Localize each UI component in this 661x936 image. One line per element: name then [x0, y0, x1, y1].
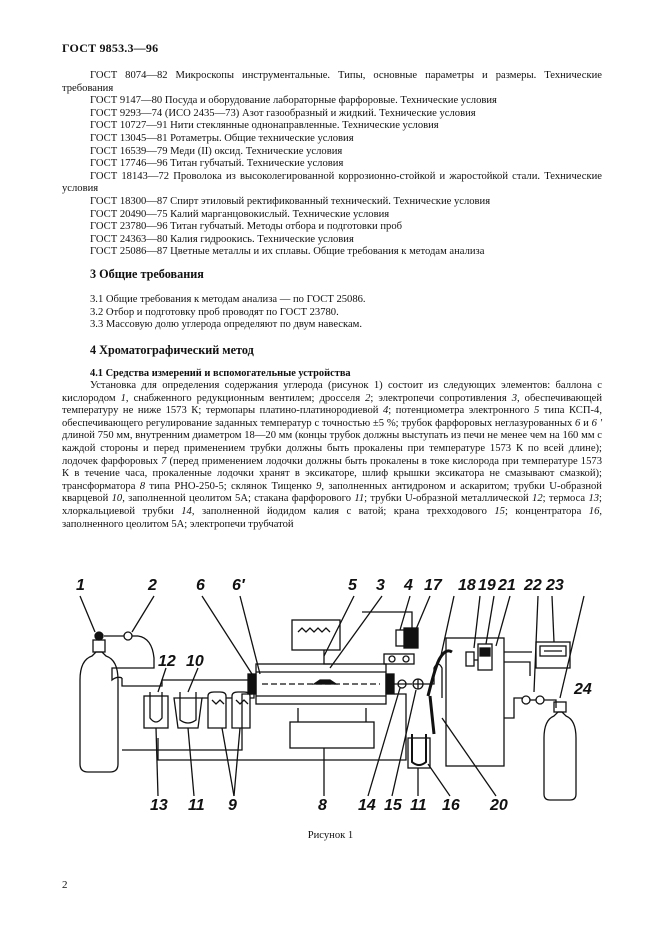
figure-label: 5	[348, 577, 357, 594]
recorder-23	[536, 596, 570, 668]
figure-label: 22	[524, 577, 542, 594]
figure-label: 9	[228, 797, 237, 814]
standard-item: ГОСТ 18300—87 Спирт этиловый ректификованный технический. Технические условия	[90, 195, 491, 207]
figure-label: 10	[186, 653, 204, 670]
concentrator-16	[408, 696, 450, 796]
figure-label: 14	[358, 797, 376, 814]
oxygen-cylinder-1	[80, 596, 118, 772]
standard-item: ГОСТ 20490—75 Калий марганцовокислый. Технические условия	[90, 208, 390, 220]
section-4-1-body	[62, 380, 602, 531]
figure-label: 11	[410, 797, 427, 814]
figure-1-diagram	[62, 568, 602, 818]
figure-label: 13	[150, 797, 168, 814]
nitrogen-cylinder-24	[544, 596, 584, 800]
tube-furnace-17	[362, 596, 430, 664]
standard-item: ГОСТ 10727—91 Нити стеклянные однонаправленные. Технические условия	[90, 120, 439, 132]
standard-item: ГОСТ 24363—80 Калия гидроокись. Технические условия	[90, 233, 354, 245]
figure-label: 6	[196, 577, 205, 594]
figure-label: 6′	[232, 577, 245, 594]
figure-label: 18	[458, 577, 476, 594]
standards-list	[62, 70, 602, 259]
tishchenko-bottles-9	[202, 692, 254, 796]
porcelain-beaker-11	[174, 668, 202, 796]
figure-label: 2	[148, 577, 157, 594]
chromatograph-18	[446, 638, 532, 766]
figure-label: 19	[478, 577, 496, 594]
standard-item: ГОСТ 8074—82 Микроскопы инструментальные. Типы, основные параметры и размеры. Технические требования	[62, 70, 602, 94]
section-4-title: 4 Хроматографический метод	[90, 343, 254, 357]
transformer-8	[290, 708, 374, 796]
thermos-13	[144, 668, 168, 796]
figure-label: 12	[158, 653, 176, 670]
standard-item: ГОСТ 16539—79 Меди (II) оксид. Технические условия	[90, 145, 343, 157]
requirement-item: 3.1 Общие требования к методам анализа — по ГОСТ 25086.	[90, 294, 366, 305]
figure-caption: Рисунок 1	[307, 830, 354, 841]
potentiometer-5	[292, 596, 354, 664]
figure-label: 21	[498, 577, 516, 594]
throttle-2-right	[522, 696, 544, 704]
figure-label: 8	[318, 797, 327, 814]
throttle-2	[124, 632, 138, 640]
standard-item: ГОСТ 25086—87 Цветные металлы и их сплавы. Общие требования к методам анализа	[90, 246, 485, 258]
figure-label: 1	[76, 577, 85, 594]
document-header: ГОСТ 9853.3—96	[62, 41, 159, 55]
three-way-valve-15	[413, 679, 423, 689]
requirement-item: 3.2 Отбор и подготовку проб проводят по ГОСТ 23780.	[90, 306, 339, 318]
section-3-items	[90, 294, 610, 332]
figure-label: 3	[376, 577, 385, 594]
section-4-1-title: 4.1 Средства измерений и вспомогательные устройства	[90, 368, 351, 379]
figure-label: 15	[384, 797, 402, 814]
requirement-item: 3.3 Массовую долю углерода определяют по двум навескам.	[90, 319, 363, 331]
apparatus-paragraph: Установка для определения содержания углерода (рисунок 1) состоит из следующих элементов: баллона с кислородом 1, снабженного редукционным вентилем; дросселя 2; электропечи сопротивления 3, обеспечивающей температуру не ниже 1573 К; термопары платино-платинородиевой 4; потенциометра электронного 5 типа КСП-4, обеспечивающего регулирование заданных температур с точностью ±5 %; трубок фарфоровых неглазурованных 6 и 6 ′ длиной 750 мм, внутренним диаметром 18—20 мм (концы трубок должны выступать из печи не менее чем на 160 мм с каждой стороны и перед применением трубки должны быть прокалены при температуре 1573 К по всей длине); лодочек фарфоровых 7 (перед применением лодочки должны быть прокалены в токе кислорода при температуре 1573 К в течение часа, прокаленные лодочки хранят в эксикаторе, шлиф крышки эксикатора не смазывают смазкой); трансформатора 8 типа РНО-250-5; склянок Тищенко 9, заполненных антидроном и аскаритом; трубки U-образной кварцевой 10, заполненной цеолитом 5А; стакана фарфорового 11; трубки U-образной металлической 12; термоса 13; хлоркальциевой трубки 14, заполненной йодидом калия с ватой; крана трехходового 15; концентратора 16, заполненного цеолитом 5А; электропечи трубчатой	[62, 380, 603, 530]
standard-item: ГОСТ 23780—96 Титан губчатый. Методы отбора и подготовки проб	[90, 221, 403, 233]
standard-item: ГОСТ 18143—72 Проволока из высоколегированной коррозионно-стойкой и жаростойкой стали. Технические условия	[62, 170, 602, 195]
standard-item: ГОСТ 9147—80 Посуда и оборудование лабораторные фарфоровые. Технические условия	[90, 95, 497, 107]
standard-item: ГОСТ 9293—74 (ИСО 2435—73) Азот газообразный и жидкий. Технические условия	[90, 107, 476, 119]
standard-item: ГОСТ 13045—81 Ротаметры. Общие технические условия	[90, 132, 354, 144]
figure-label: 24	[574, 681, 592, 698]
standard-item: ГОСТ 17746—96 Титан губчатый. Технические условия	[90, 158, 344, 170]
figure-label: 17	[424, 577, 442, 594]
figure-label: 16	[442, 797, 460, 814]
furnace-3	[248, 664, 394, 704]
page-number: 2	[62, 879, 68, 891]
section-3-title: 3 Общие требования	[90, 267, 204, 281]
figure-label: 4	[404, 577, 413, 594]
figure-label: 11	[188, 797, 205, 814]
figure-label: 20	[490, 797, 508, 814]
figure-label: 23	[546, 577, 564, 594]
